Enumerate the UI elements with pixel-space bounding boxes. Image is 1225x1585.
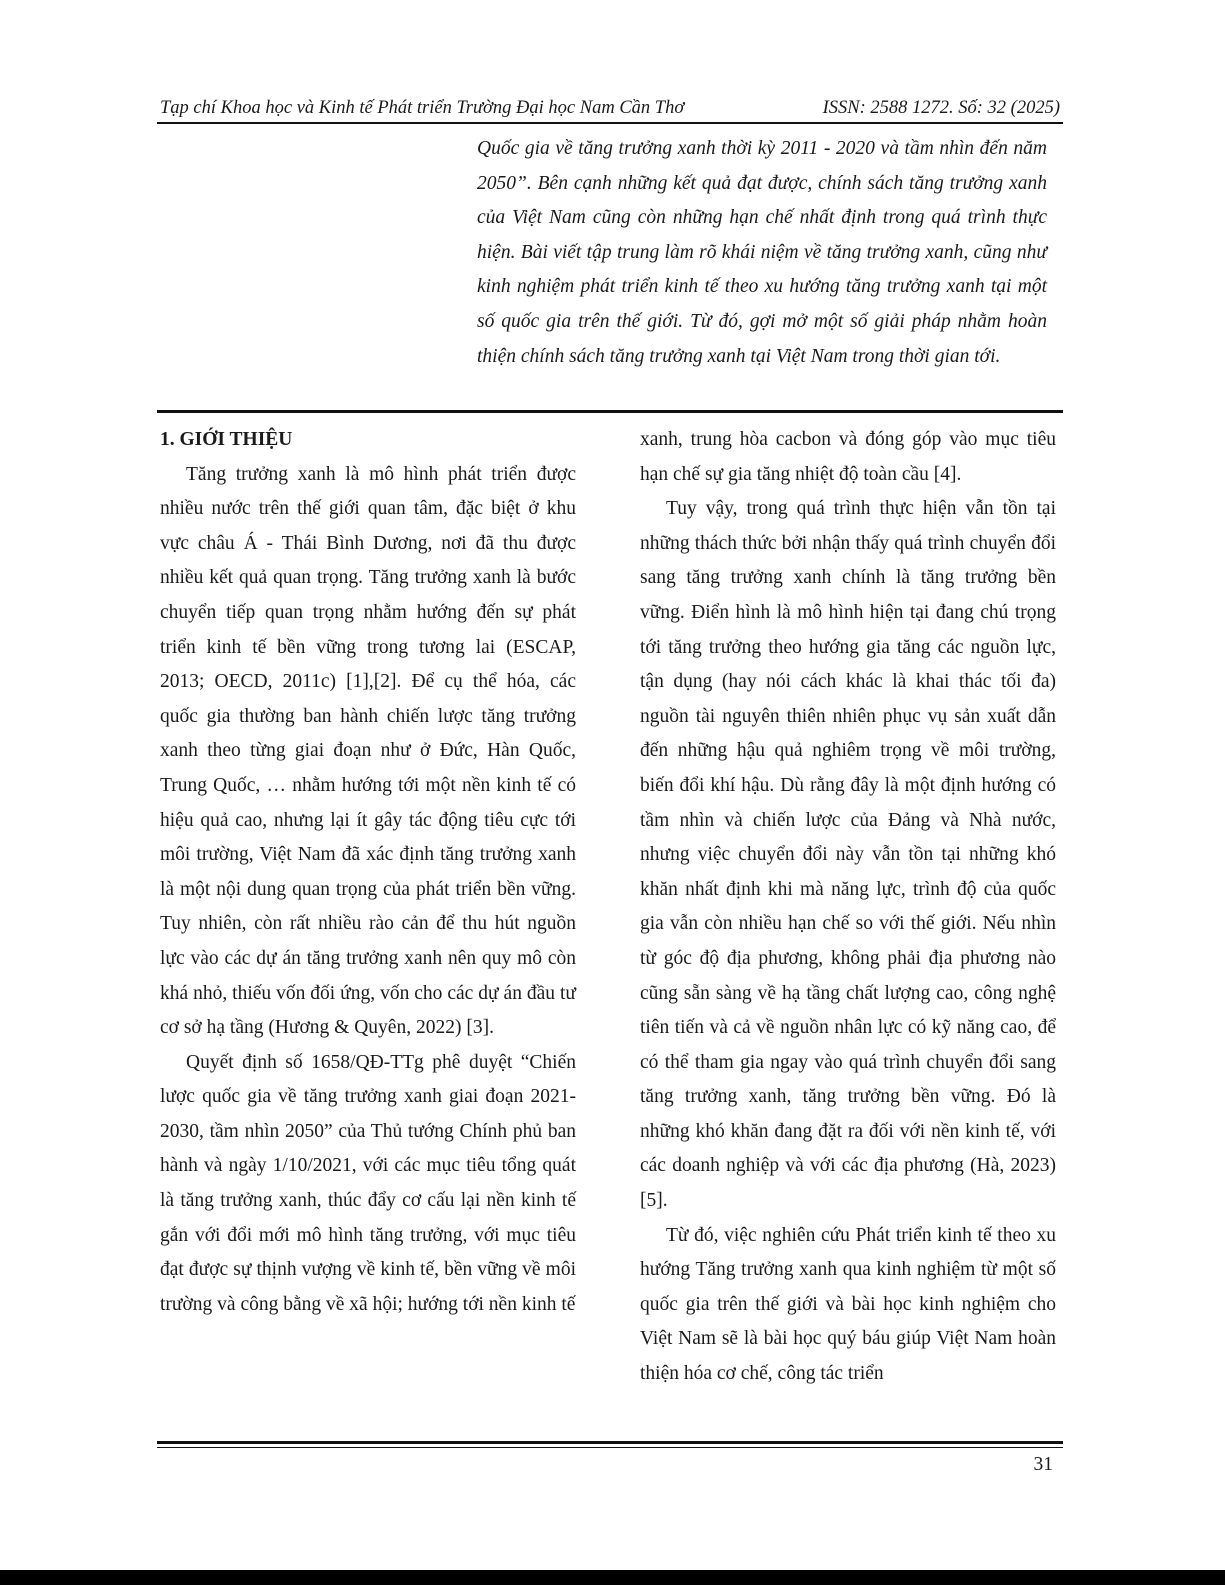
footer-rule-thin <box>157 1447 1063 1448</box>
journal-title: Tạp chí Khoa học và Kinh tế Phát triển Trường Đại học Nam Cần Thơ <box>160 98 685 118</box>
issn-issue: ISSN: 2588 1272. Số: 32 (2025) <box>822 98 1060 118</box>
paragraph: Tuy vậy, trong quá trình thực hiện vẫn tồn tại những thách thức bởi nhận thấy quá trình chuyển đổi sang tăng trưởng xanh chính là tăng trưởng bền vững. Điển hình là mô hình hiện tại đang chú trọng tới tăng trưởng theo hướng gia tăng các nguồn lực, tận dụng (hay nói cách khác là khai thác tối đa) nguồn tài nguyên thiên nhiên phục vụ sản xuất dẫn đến những hậu quả nghiêm trọng về môi trường, biến đổi khí hậu. Dù rằng đây là một định hướng có tầm nhìn và chiến lược của Đảng và Nhà nước, nhưng việc chuyển đổi này vẫn tồn tại những khó khăn nhất định khi mà năng lực, trình độ của quốc gia vẫn còn nhiều hạn chế so với thế giới. Nếu nhìn từ góc độ địa phương, không phải địa phương nào cũng sẵn sàng về hạ tầng chất lượng cao, công nghệ tiên tiến và cả về nguồn nhân lực có kỹ năng cao, để có thể tham gia ngay vào quá trình chuyển đổi sang tăng trưởng xanh, tăng trưởng bền vững. Đó là những khó khăn đang đặt ra đối với nền kinh tế, với các doanh nghiệp và với các địa phương (Hà, 2023) [5]. <box>640 498 1056 1212</box>
paragraph: Quyết định số 1658/QĐ-TTg phê duyệt “Chiến lược quốc gia về tăng trưởng xanh giai đoạn 2021-2030, tầm nhìn 2050” của Thủ tướng Chính phủ ban hành và ngày 1/10/2021, với các mục tiêu tổng quát là tăng trưởng xanh, thúc đẩy cơ cấu lại nền kinh tế gắn với đổi mới mô hình tăng trưởng, với mục tiêu đạt được sự thịnh vượng về kinh tế, bền vững về môi trường và công bằng về xã hội; hướng tới nền kinh tế <box>160 1051 576 1315</box>
running-header <box>160 96 1060 120</box>
section-title: 1. GIỚI THIỆU <box>160 429 293 450</box>
footer-rule-thick <box>157 1441 1063 1444</box>
paragraph-continuation: xanh, trung hòa cacbon và đóng góp vào mục tiêu hạn chế sự gia tăng nhiệt độ toàn cầu [4]. <box>640 429 1056 485</box>
scan-bottom-edge <box>0 1570 1225 1585</box>
page-number: 31 <box>1033 1454 1053 1475</box>
paragraph: Từ đó, việc nghiên cứu Phát triển kinh tế theo xu hướng Tăng trưởng xanh qua kinh nghiệm từ một số quốc gia trên thế giới và bài học kinh nghiệm cho Việt Nam sẽ là bài học quý báu giúp Việt Nam hoàn thiện hóa cơ chế, công tác triển <box>640 1224 1056 1385</box>
abstract-rule <box>157 410 1063 413</box>
abstract-text: Quốc gia về tăng trưởng xanh thời kỳ 2011 - 2020 và tầm nhìn đến năm 2050”. Bên cạnh những kết quả đạt được, chính sách tăng trưởng xanh của Việt Nam cũng còn những hạn chế nhất định trong quá trình thực hiện. Bài viết tập trung làm rõ khái niệm về tăng trưởng xanh, cũng như kinh nghiệm phát triển kinh tế theo xu hướng tăng trưởng xanh tại một số quốc gia trên thế giới. Từ đó, gợi mở một số giải pháp nhằm hoàn thiện chính sách tăng trưởng xanh tại Việt Nam trong thời gian tới. <box>477 138 1047 367</box>
header-rule <box>157 122 1063 124</box>
right-column <box>640 423 1056 1392</box>
paragraph: Tăng trưởng xanh là mô hình phát triển được nhiều nước trên thế giới quan tâm, đặc biệt ở khu vực châu Á - Thái Bình Dương, nơi đã thu được nhiều kết quả quan trọng. Tăng trưởng xanh là bước chuyển tiếp quan trọng nhằm hướng đến sự phát triển kinh tế bền vững trong tương lai (ESCAP, 2013; OECD, 2011c) [1],[2]. Để cụ thể hóa, các quốc gia thường ban hành chiến lược tăng trưởng xanh theo từng giai đoạn như ở Đức, Hàn Quốc, Trung Quốc, … nhằm hướng tới một nền kinh tế có hiệu quả cao, nhưng lại ít gây tác động tiêu cực tới môi trường, Việt Nam đã xác định tăng trưởng xanh là một nội dung quan trọng của phát triển bền vững. Tuy nhiên, còn rất nhiều rào cản để thu hút nguồn lực vào các dự án tăng trưởng xanh nên quy mô còn khá nhỏ, thiếu vốn đối ứng, vốn cho các dự án đầu tư cơ sở hạ tầng (Hương & Quyên, 2022) [3]. <box>160 463 576 1039</box>
left-column <box>160 423 576 1322</box>
